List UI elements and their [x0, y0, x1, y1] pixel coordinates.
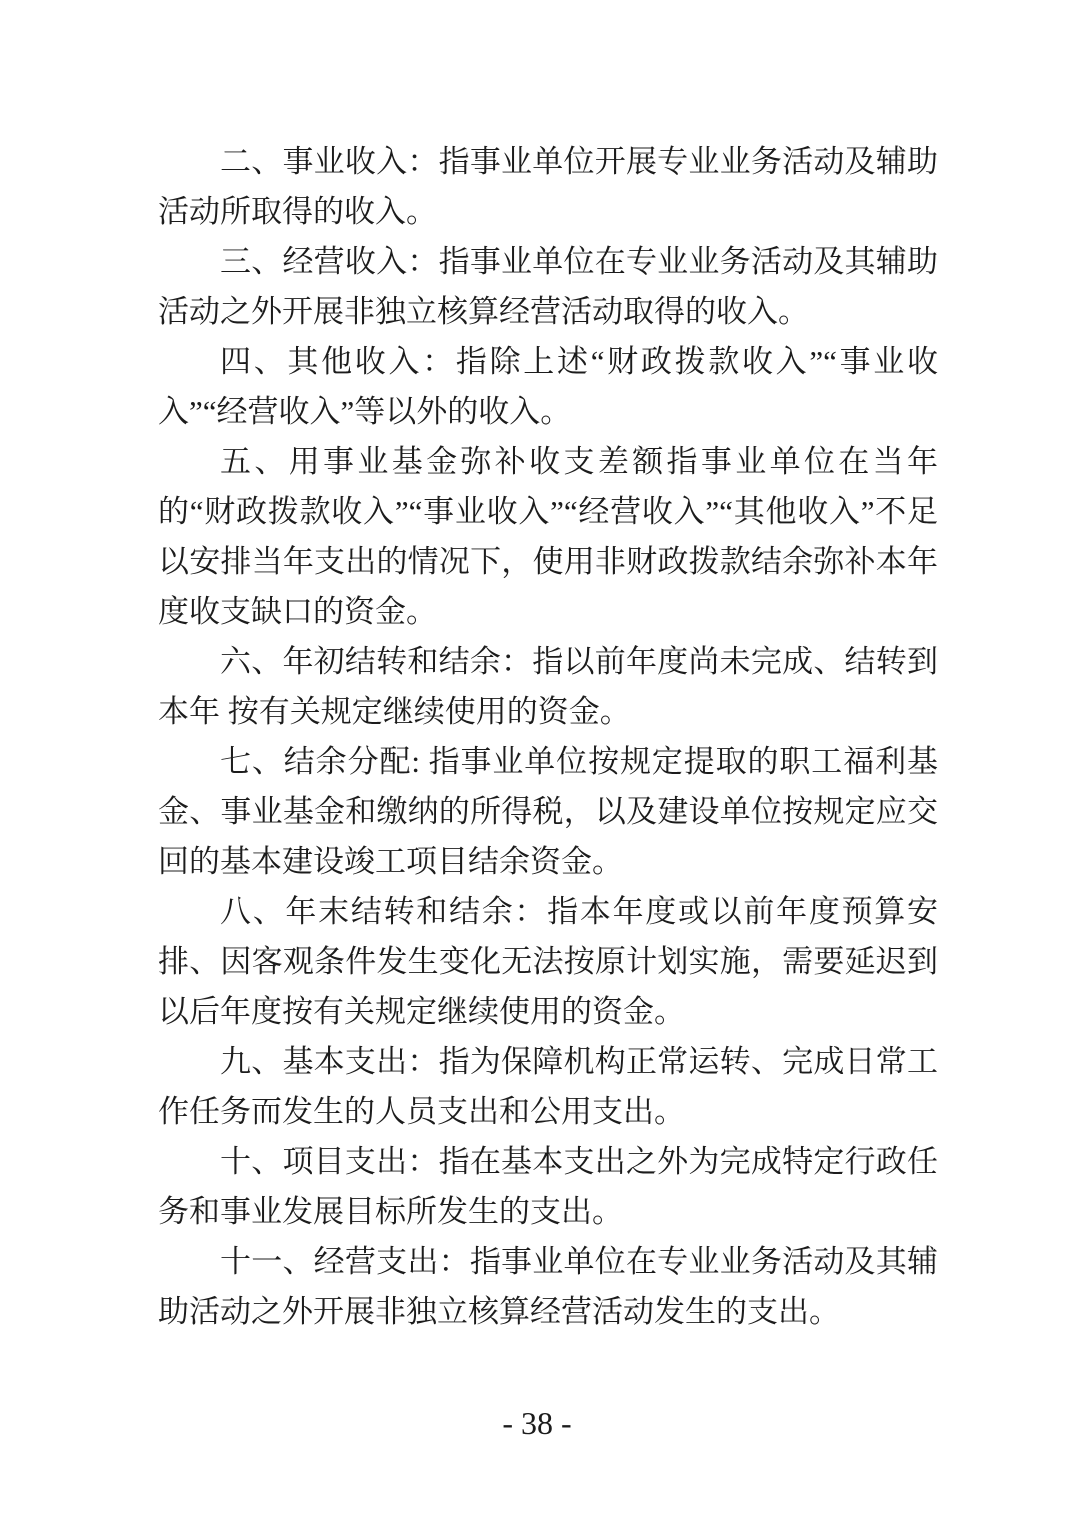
paragraph-6-nianchu-jiezhuan: 六、年初结转和结余：指以前年度尚未完成、结转到本年 按有关规定继续使用的资金。 — [158, 644, 938, 729]
paragraph-11-jingying-zhichu: 十一、经营支出：指事业单位在专业业务活动及其辅助活动之外开展非独立核算经营活动发生的支出。 — [158, 1244, 938, 1329]
paragraph-7-jieyu-fenpei: 七、结余分配: 指事业单位按规定提取的职工福利基金、事业基金和缴纳的所得税，以及建设单位按规定应交回的基本建设竣工项目结余资金。 — [158, 744, 938, 879]
paragraph-5-shiye-jijin: 五、用事业基金弥补收支差额指事业单位在当年的“财政拨款收入”“事业收入”“经营收入”“其他收入”不足以安排当年支出的情况下，使用非财政拨款结余弥补本年度收支缺口的资金。 — [158, 444, 938, 629]
paragraph-2-shiye-shouru: 二、事业收入：指事业单位开展专业业务活动及辅助活动所取得的收入。 — [158, 144, 938, 229]
page-number: - 38 - — [502, 1405, 572, 1441]
paragraph-8-nianmo-jiezhuan: 八、年末结转和结余：指本年度或以前年度预算安排、因客观条件发生变化无法按原计划实施，需要延迟到以后年度按有关规定继续使用的资金。 — [158, 894, 938, 1029]
paragraph-9-jiben-zhichu: 九、基本支出：指为保障机构正常运转、完成日常工作任务而发生的人员支出和公用支出。 — [158, 1044, 938, 1129]
document-body — [158, 137, 938, 1337]
paragraph-10-xiangmu-zhichu: 十、项目支出：指在基本支出之外为完成特定行政任务和事业发展目标所发生的支出。 — [158, 1144, 938, 1229]
paragraph-4-qita-shouru: 四、其他收入：指除上述“财政拨款收入”“事业收入”“经营收入”等以外的收入。 — [158, 344, 938, 429]
paragraph-3-jingying-shouru: 三、经营收入：指事业单位在专业业务活动及其辅助活动之外开展非独立核算经营活动取得的收入。 — [158, 244, 938, 329]
